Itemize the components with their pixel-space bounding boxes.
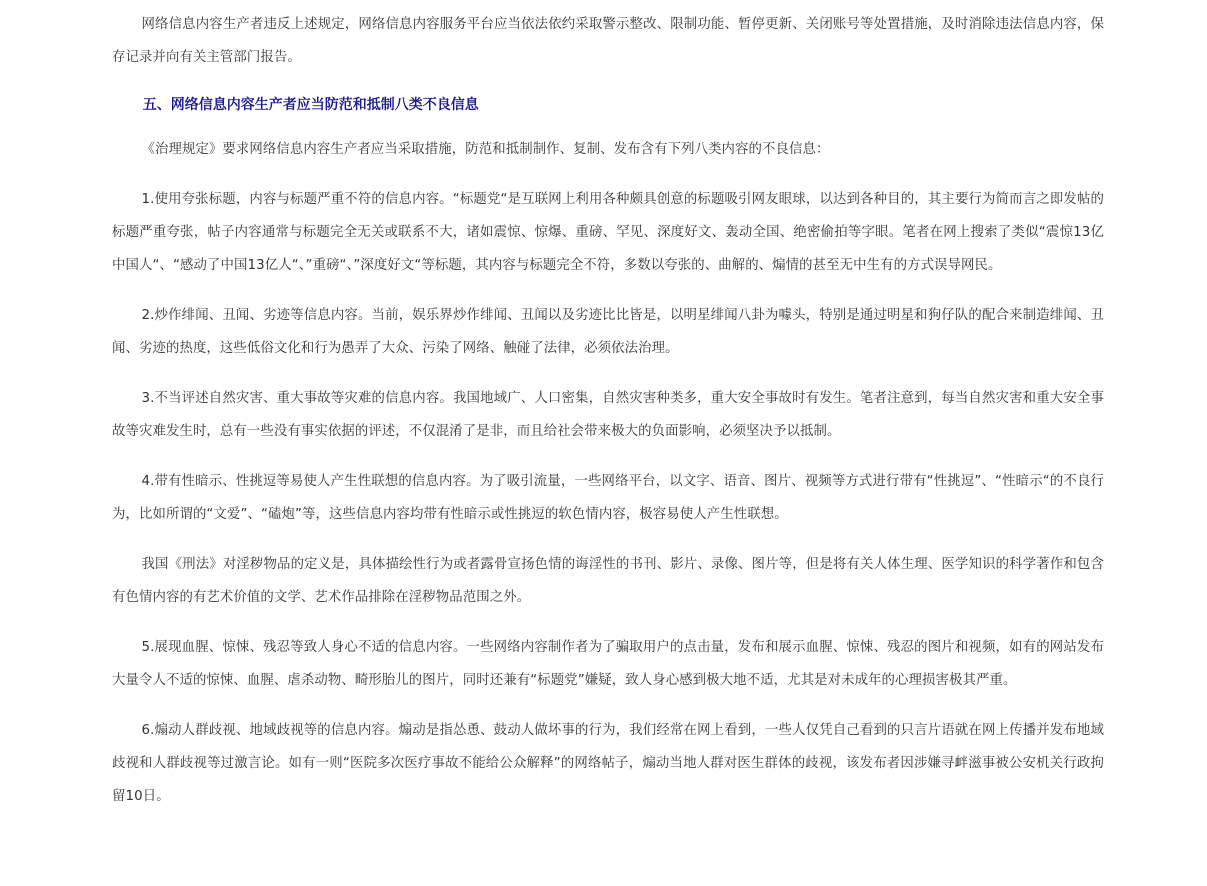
list-item-2: 2.炒作绯闻、丑闻、劣迹等信息内容。当前，娱乐界炒作绯闻、丑闻以及劣迹比比皆是，以明星绯闻八卦为噱头，特别是通过明星和狗仔队的配合来制造绯闻、丑闻、劣迹的热度，这些低俗文化和行为愚弄了大众、污染了网络、触碰了法律，必须依法治理。 xyxy=(112,308,1104,356)
list-item-4: 4.带有性暗示、性挑逗等易使人产生性联想的信息内容。为了吸引流量，一些网络平台，以文字、语音、图片、视频等方式进行带有“性挑逗”、“性暗示“的不良行为，比如所谓的“文爱”、“磕炮”等，这些信息内容均带有性暗示或性挑逗的软色情内容，极容易使人产生性联想。 xyxy=(112,474,1104,522)
list-item-5: 5.展现血腥、惊悚、残忍等致人身心不适的信息内容。一些网络内容制作者为了骗取用户的点击量，发布和展示血腥、惊悚、残忍的图片和视频，如有的网站发布大量令人不适的惊悚、血腥、虐杀动物、畸形胎儿的图片，同时还兼有“标题党”嫌疑，致人身心感到极大地不适，尤其是对未成年的心理损害极其严重。 xyxy=(112,640,1104,688)
article-body xyxy=(112,8,1104,830)
criminal-law-paragraph: 我国《刑法》对淫秽物品的定义是，具体描绘性行为或者露骨宣扬色情的诲淫性的书刊、影片、录像、图片等，但是将有关人体生理、医学知识的科学著作和包含有色情内容的有艺术价值的文学、艺术作品排除在淫秽物品范围之外。 xyxy=(112,557,1104,605)
list-item-1: 1.使用夸张标题，内容与标题严重不符的信息内容。“标题党“是互联网上利用各种颇具创意的标题吸引网友眼球，以达到各种目的，其主要行为简而言之即发帖的标题严重夸张，帖子内容通常与标题完全无关或联系不大，诸如震惊、惊爆、重磅、罕见、深度好文、轰动全国、绝密偷拍等字眼。笔者在网上搜索了类似“震惊13亿中国人“、“感动了中国13亿人“、”重磅“、”深度好文“等标题，其内容与标题完全不符，多数以夸张的、曲解的、煽情的甚至无中生有的方式误导网民。 xyxy=(112,192,1104,273)
intro-paragraph: 网络信息内容生产者违反上述规定，网络信息内容服务平台应当依法依约采取警示整改、限制功能、暂停更新、关闭账号等处置措施，及时消除违法信息内容，保存记录并向有关主管部门报告。 xyxy=(112,17,1104,65)
list-item-6: 6.煽动人群歧视、地域歧视等的信息内容。煽动是指怂恿、鼓动人做坏事的行为，我们经常在网上看到，一些人仅凭自己看到的只言片语就在网上传播并发布地域歧视和人群歧视等过激言论。如有一则“医院多次医疗事故不能给公众解释”的网络帖子，煽动当地人群对医生群体的歧视，该发布者因涉嫌寻衅滋事被公安机关行政拘留10日。 xyxy=(112,723,1104,804)
lead-paragraph: 《治理规定》要求网络信息内容生产者应当采取措施，防范和抵制制作、复制、发布含有下列八类内容的不良信息： xyxy=(141,142,830,157)
list-item-3: 3.不当评述自然灾害、重大事故等灾难的信息内容。我国地域广、人口密集，自然灾害种类多，重大安全事故时有发生。笔者注意到，每当自然灾害和重大安全事故等灾难发生时，总有一些没有事实依据的评述，不仅混淆了是非，而且给社会带来极大的负面影响，必须坚决予以抵制。 xyxy=(112,391,1104,439)
section-heading: 五、网络信息内容生产者应当防范和抵制八类不良信息 xyxy=(142,97,479,113)
